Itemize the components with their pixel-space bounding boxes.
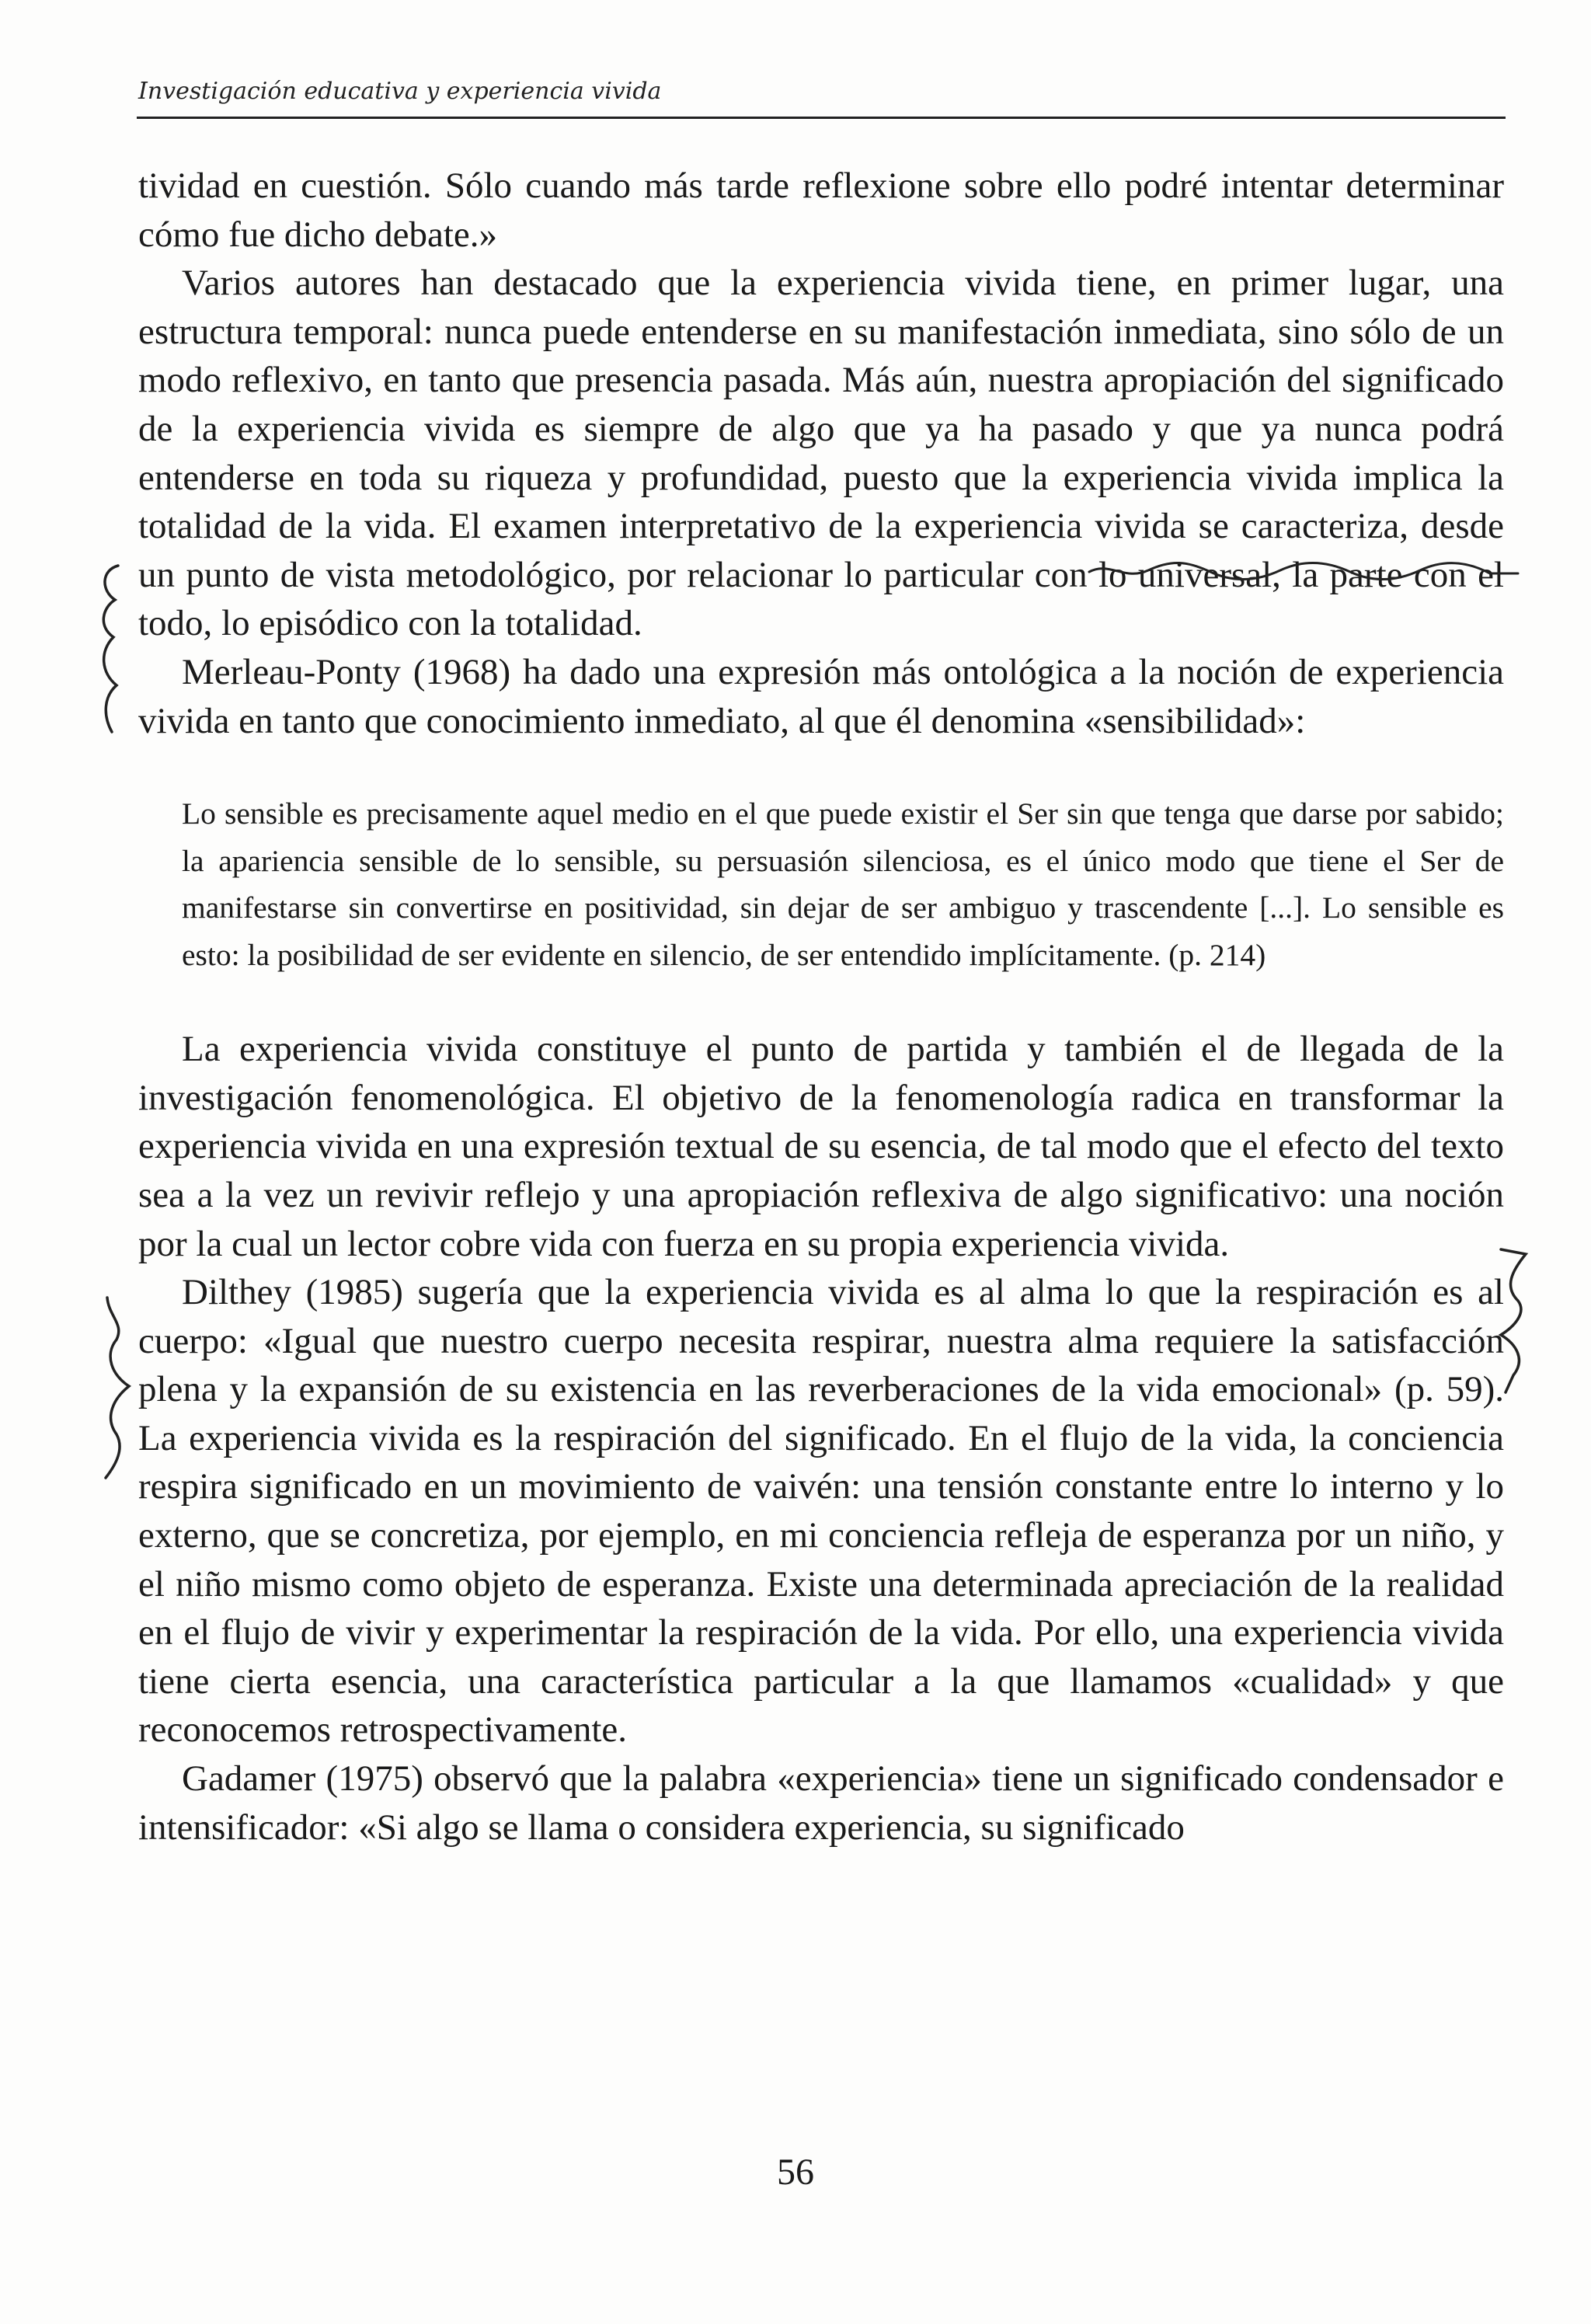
body-text: [138, 162, 1504, 1852]
paragraph-gadamer: Gadamer (1975) observó que la palabra «experiencia» tiene un significado condensador e intensificador: «Si algo se llama o considera experiencia, su significado: [138, 1758, 1504, 1848]
paragraph-merleau-ponty: Merleau-Ponty (1968) ha dado una expresión más ontológica a la noción de experiencia vivida en tanto que conocimiento inmediato, al que él denomina «sensibilidad»:: [138, 651, 1504, 741]
page-number: 56: [777, 2152, 814, 2193]
paragraph-temporal-structure: Varios autores han destacado que la experiencia vivida tiene, en primer lugar, una estructura temporal: nunca puede entenderse en su manifestación inmediata, sino sólo de un modo reflexivo, en tanto que presencia pasada. Más aún, nuestra apropiación del significado de la experiencia vivida es siempre de algo que ya ha pasado y que ya nunca podrá entenderse en toda su riqueza y profundidad, puesto que la experiencia vivida implica la totalidad de la vida. El examen interpretativo de la experiencia vivida se caracteriza, desde un punto de vista metodológico, por relacionar lo particular con lo universal, la parte con el todo, lo episódico con la totalidad.: [138, 263, 1504, 644]
paragraph-continuation: tividad en cuestión. Sólo cuando más tarde reflexione sobre ello podré intentar determinar cómo fue dicho debate.»: [138, 166, 1504, 255]
header-rule: [137, 117, 1506, 119]
paragraph-dilthey: Dilthey (1985) sugería que la experiencia vivida es al alma lo que la respiración es al cuerpo: «Igual que nuestro cuerpo necesita respirar, nuestra alma requiere la satisfacción plena y la expansión de su existencia en las reverberaciones de la vida emocional» (p. 59). La experiencia vivida es la respiración del significado. En el flujo de la vida, la conciencia respira significado en un movimiento de vaivén: una tensión constante entre lo interno y lo externo, que se concretiza, por ejemplo, en mi conciencia refleja de esperanza por un niño, y el niño mismo como objeto de esperanza. Existe una determinada apreciación de la realidad en el flujo de vivir y experimentar la respiración de la vida. Por ello, una experiencia vivida tiene cierta esencia, una característica particular a la que llamamos «cualidad» y que reconocemos retrospectivamente.: [138, 1272, 1504, 1751]
handwritten-brace-left-1: [87, 559, 134, 738]
paragraph-phenomenology: La experiencia vivida constituye el punto de partida y también el de llegada de la investigación fenomenológica. El objetivo de la fenomenología radica en transformar la experiencia vivida en una expresión textual de su esencia, de tal modo que el efecto del texto sea a la vez un revivir reflejo y una apropiación reflexiva de algo significativo: una noción por la cual un lector cobre vida con fuerza en su propia experiencia vivida.: [138, 1029, 1504, 1264]
running-head: Investigación educativa y experiencia vivida: [138, 78, 662, 105]
handwritten-brace-left-2: [85, 1290, 140, 1484]
block-quote: Lo sensible es precisamente aquel medio en el que puede existir el Ser sin que tenga que darse por sabido; la apariencia sensible de lo sensible, su persuasión silenciosa, es el único modo que tiene el Ser de manifestarse sin convertirse en positividad, sin dejar de ser ambiguo y trascendente [...]. Lo sensible es esto: la posibilidad de ser evidente en silencio, de ser entendido implícitamente. (p. 214): [182, 796, 1504, 972]
